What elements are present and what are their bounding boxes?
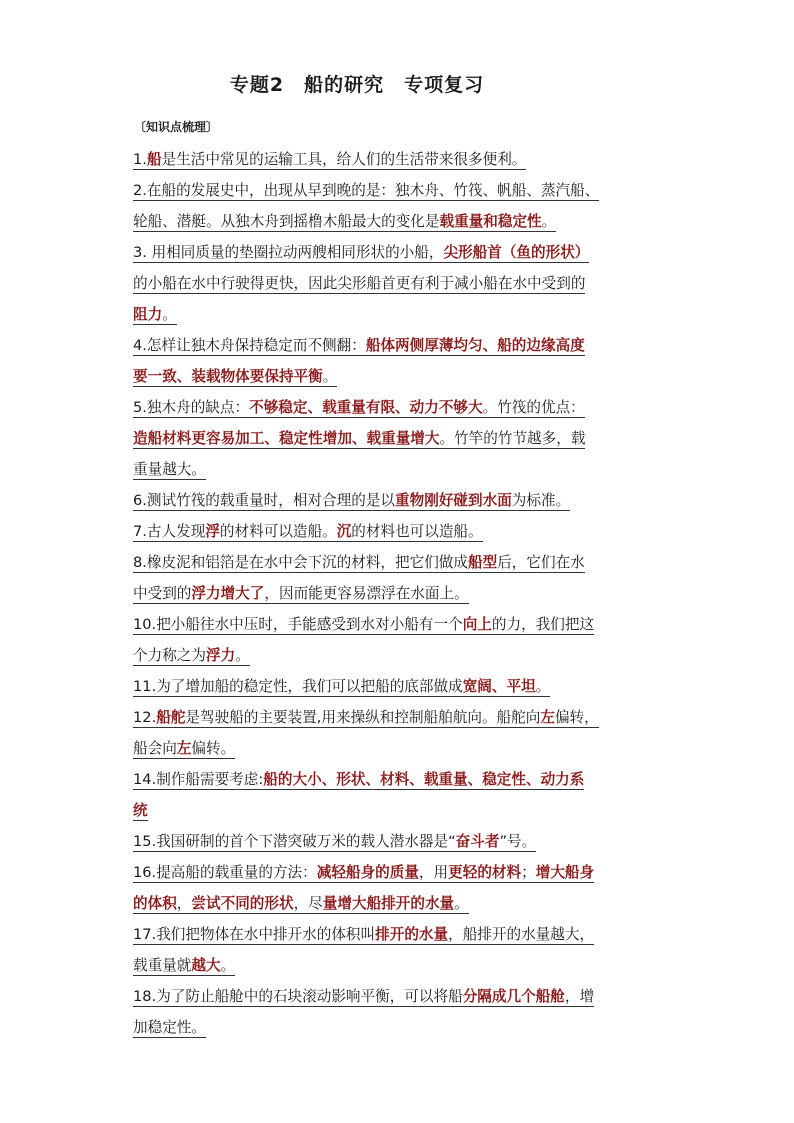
text-segment: 偏转。 — [191, 740, 236, 757]
underlined-text — [133, 182, 599, 201]
highlighted-answer: 减轻船身的质量 — [316, 864, 419, 881]
text-line — [133, 889, 681, 920]
text-segment: ，用 — [418, 864, 449, 881]
text-segment: 12. — [133, 709, 157, 726]
list-item — [133, 486, 681, 517]
underlined-text — [133, 554, 585, 573]
text-line — [133, 765, 681, 796]
highlighted-answer: 船体两侧厚薄均匀、船的边缘高度 — [365, 337, 585, 354]
list-item — [133, 827, 681, 858]
highlighted-answer: 增大船身 — [535, 864, 595, 881]
text-segment: 中受到的 — [133, 585, 192, 602]
text-segment: 。 — [322, 368, 338, 385]
underlined-text — [133, 740, 235, 759]
text-line — [133, 610, 681, 641]
underlined-text — [133, 430, 585, 449]
highlighted-answer: 左 — [540, 709, 555, 726]
text-segment: 为标准。 — [511, 492, 571, 509]
highlighted-answer: 宽阔、平坦 — [462, 678, 536, 695]
text-line — [133, 858, 681, 889]
knowledge-list — [133, 145, 681, 1044]
highlighted-answer: 更轻的材料 — [448, 864, 522, 881]
underlined-text — [133, 988, 594, 1007]
highlighted-answer: 重物刚好碰到水面 — [395, 492, 512, 509]
text-segment: ，增 — [564, 988, 595, 1005]
text-line — [133, 393, 681, 424]
text-line — [133, 951, 681, 982]
text-line — [133, 703, 681, 734]
text-segment: ， — [176, 895, 192, 912]
text-line — [133, 331, 681, 362]
text-segment: 轮船、潜艇。从独木舟到摇橹木船最大的变化是 — [133, 213, 440, 230]
highlighted-answer: 奋斗者 — [455, 833, 500, 850]
highlighted-answer: 船的大小、形状、材料、载重量、稳定性、动力系 — [263, 771, 585, 788]
highlighted-answer: 载重量和稳定性 — [439, 213, 542, 230]
text-segment: 18.为了防止船舱中的石块滚动影响平衡，可以将船 — [133, 988, 463, 1005]
text-segment: 16.提高船的载重量的方法： — [133, 864, 317, 881]
text-line — [133, 920, 681, 951]
highlighted-answer: 量增大船排开的水量 — [322, 895, 455, 912]
highlighted-answer: 浮力 — [205, 647, 236, 664]
highlighted-answer: 船 — [146, 151, 162, 168]
underlined-text — [133, 709, 599, 728]
list-item — [133, 920, 681, 982]
underlined-text — [133, 523, 483, 542]
text-segment: 。 — [162, 306, 177, 323]
list-item — [133, 548, 681, 610]
text-segment: 。 — [235, 647, 250, 664]
text-line — [133, 548, 681, 579]
text-segment: 。 — [220, 957, 236, 974]
text-line — [133, 796, 681, 827]
list-item — [133, 765, 681, 827]
text-segment: 10.把小船往水中压时，手能感受到水对小船有一个 — [133, 616, 463, 633]
highlighted-answer: 船型 — [468, 554, 498, 571]
text-segment: 。竹筏的优点： — [482, 399, 585, 416]
text-segment: 2.在船的发展史中，出现从早到晚的是：独木舟、竹筏、帆船、蒸汽船、 — [133, 182, 600, 199]
underlined-text — [133, 585, 469, 604]
text-segment: 14.制作船需要考虑: — [133, 771, 264, 788]
underlined-text — [133, 399, 585, 418]
underlined-text — [133, 306, 177, 325]
highlighted-answer: 浮力增大了 — [191, 585, 265, 602]
text-segment: ，因而能更容易漂浮在水面上。 — [264, 585, 469, 602]
underlined-text — [133, 337, 585, 356]
text-line — [133, 734, 681, 765]
text-line — [133, 827, 681, 858]
text-line — [133, 238, 681, 269]
text-segment: 1. — [133, 151, 147, 168]
text-segment: 。 — [454, 895, 469, 912]
list-item — [133, 858, 681, 920]
underlined-text — [133, 864, 594, 883]
text-line — [133, 269, 681, 300]
page-title: 专题2 船的研究 专项复习 — [229, 74, 485, 96]
text-segment: 个力称之为 — [133, 647, 206, 664]
list-item — [133, 982, 681, 1044]
underlined-text — [133, 151, 526, 170]
underlined-text — [133, 492, 570, 511]
list-item — [133, 393, 681, 486]
text-segment: 。 — [541, 213, 557, 230]
text-line — [133, 517, 681, 548]
list-item — [133, 703, 681, 765]
highlighted-answer: 统 — [133, 802, 148, 819]
text-segment: 4.怎样让独木舟保持稳定而不侧翻： — [133, 337, 366, 354]
list-item — [133, 672, 681, 703]
highlighted-answer: 不够稳定、载重量有限、动力不够大 — [249, 399, 483, 416]
highlighted-answer: 的体积 — [133, 895, 177, 912]
list-item — [133, 176, 681, 238]
underlined-text — [133, 833, 536, 852]
text-segment: ，船排开的水量越大， — [448, 926, 595, 943]
text-segment: 15.我国研制的首个下潜突破万米的载人潜水器是“ — [133, 833, 456, 850]
text-line — [133, 486, 681, 517]
text-segment: ”号。 — [499, 833, 537, 850]
highlighted-answer: 尖形船首（鱼的形状） — [443, 244, 590, 261]
text-line — [133, 1013, 681, 1044]
highlighted-answer: 要一致、装载物体要保持平衡 — [133, 368, 323, 385]
text-segment: 8.橡皮泥和铝箔是在水中会下沉的材料，把它们做成 — [133, 554, 468, 571]
highlighted-answer: 造船材料更容易加工、稳定性增加、载重量增大 — [133, 430, 440, 447]
section-label: 〔知识点梳理〕 — [134, 120, 219, 134]
text-segment: 6.测试竹筏的载重量时，相对合理的是以 — [133, 492, 396, 509]
text-line — [133, 362, 681, 393]
text-segment: 7.古人发现 — [133, 523, 206, 540]
underlined-text — [133, 957, 235, 976]
underlined-text — [133, 1019, 206, 1038]
text-line — [133, 424, 681, 455]
text-segment: 的材料可以造船。 — [219, 523, 337, 540]
text-segment: 5.独木舟的缺点： — [133, 399, 250, 416]
text-segment: 的力，我们把这 — [491, 616, 595, 633]
text-segment: 的小船在水中行驶得更快，因此尖形船首更有利于减小船在水中受到的 — [133, 275, 586, 292]
underlined-text — [133, 213, 556, 232]
text-segment: 载重量就 — [133, 957, 192, 974]
underlined-text — [133, 368, 337, 387]
highlighted-answer: 越大 — [191, 957, 221, 974]
text-line — [133, 672, 681, 703]
highlighted-answer: 排开的水量 — [375, 926, 449, 943]
list-item — [133, 145, 681, 176]
text-segment: 加稳定性。 — [133, 1019, 206, 1036]
text-segment: 是生活中常见的运输工具，给人们的生活带来很多便利。 — [161, 151, 527, 168]
text-line — [133, 176, 681, 207]
highlighted-answer: 阻力 — [133, 306, 163, 323]
highlighted-answer: 分隔成几个船舱 — [462, 988, 565, 1005]
text-segment: 是驾驶船的主要装置,用来操纵和控制船舶航向。船舵向 — [185, 709, 541, 726]
underlined-text — [133, 275, 585, 294]
text-segment: ； — [521, 864, 536, 881]
text-segment: 3. 用相同质量的垫圈拉动两艘相同形状的小船， — [133, 244, 444, 261]
highlighted-answer: 尝试不同的形状 — [191, 895, 294, 912]
text-line — [133, 455, 681, 486]
underlined-text — [133, 461, 206, 480]
text-segment: 的材料也可以造船。 — [351, 523, 483, 540]
text-segment: 偏转， — [554, 709, 599, 726]
text-segment: 。 — [535, 678, 551, 695]
highlighted-answer: 浮 — [205, 523, 220, 540]
underlined-text — [133, 244, 589, 263]
highlighted-answer: 船舵 — [156, 709, 186, 726]
highlighted-answer: 向上 — [462, 616, 492, 633]
text-line — [133, 982, 681, 1013]
underlined-text — [133, 771, 584, 790]
underlined-text — [133, 926, 594, 945]
underlined-text — [133, 616, 594, 635]
text-segment: 后，它们在水 — [497, 554, 585, 571]
underlined-text — [133, 802, 148, 821]
text-line — [133, 145, 681, 176]
text-line — [133, 207, 681, 238]
text-segment: 11.为了增加船的稳定性，我们可以把船的底部做成 — [133, 678, 463, 695]
text-line — [133, 579, 681, 610]
list-item — [133, 238, 681, 331]
list-item — [133, 331, 681, 393]
underlined-text — [133, 647, 250, 666]
text-segment: 17.我们把物体在水中排开水的体积叫 — [133, 926, 376, 943]
underlined-text — [133, 678, 550, 697]
text-line — [133, 641, 681, 672]
underlined-text — [133, 895, 469, 914]
text-segment: 重量越大。 — [133, 461, 206, 478]
highlighted-answer: 沉 — [336, 523, 352, 540]
list-item — [133, 610, 681, 672]
list-item — [133, 517, 681, 548]
text-segment: 。竹竿的竹节越多，载 — [439, 430, 586, 447]
highlighted-answer: 左 — [176, 740, 192, 757]
text-line — [133, 300, 681, 331]
text-segment: 船会向 — [133, 740, 177, 757]
text-segment: ，尽 — [293, 895, 323, 912]
